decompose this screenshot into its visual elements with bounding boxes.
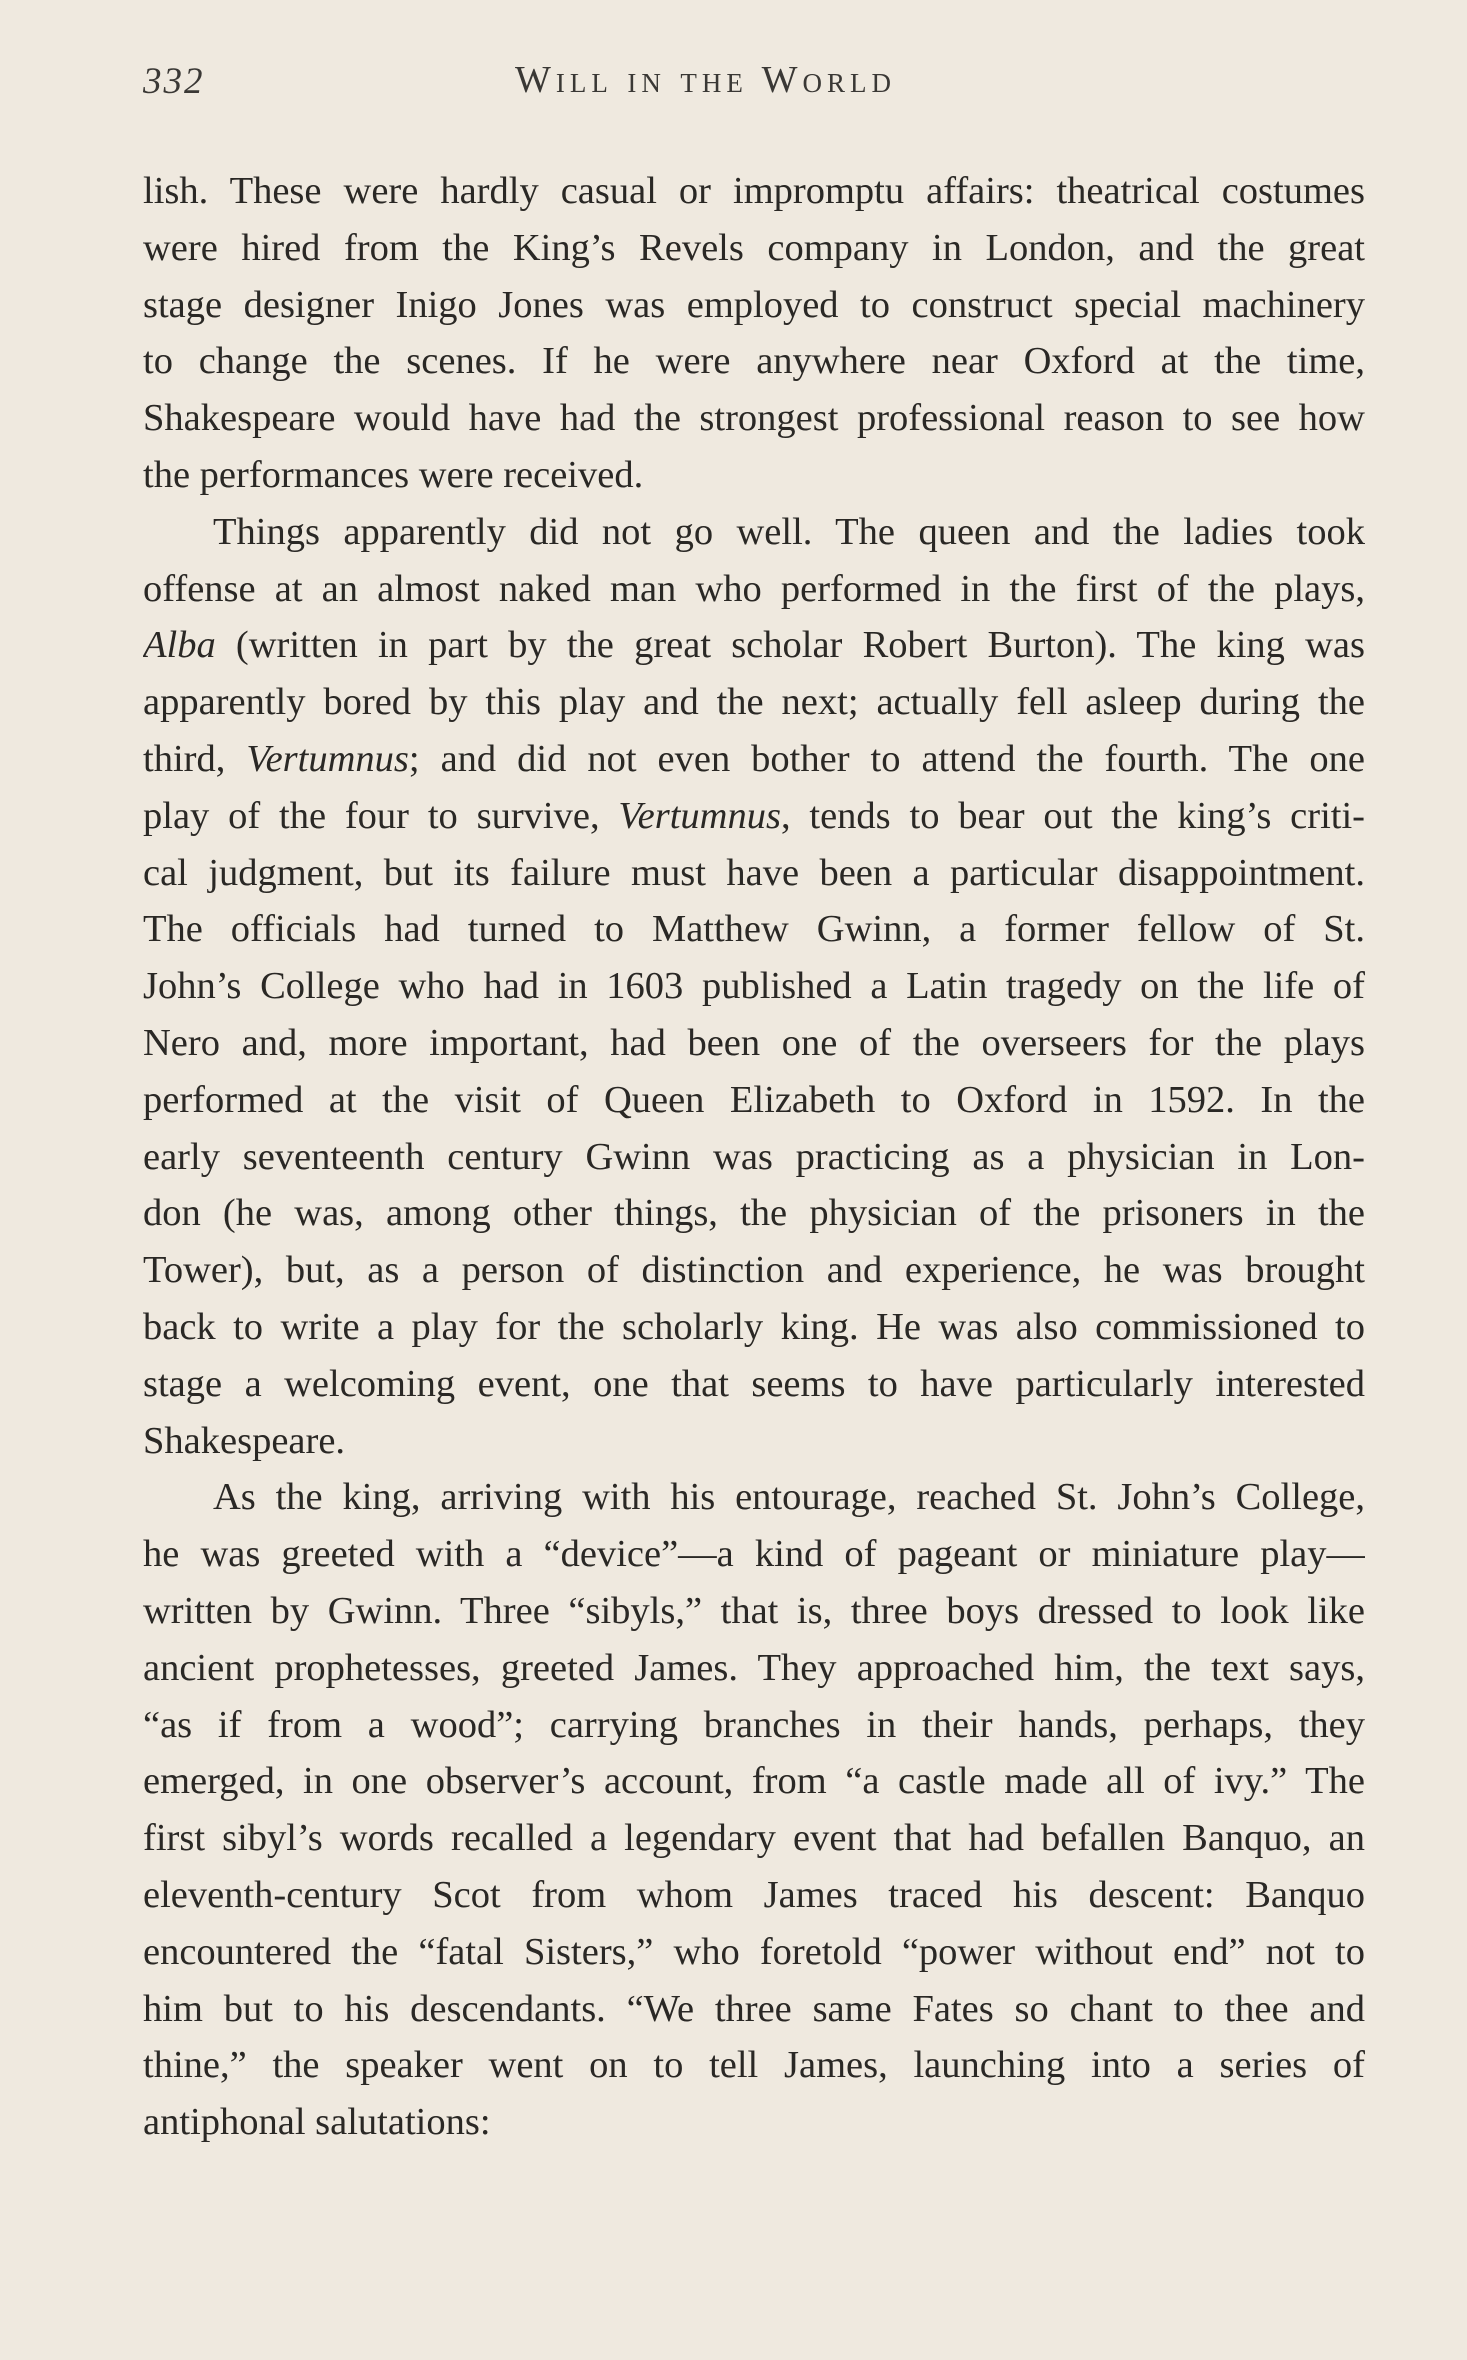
text-line: play of the four to survive, Vertumnus, tends to bear out the king’s criti- xyxy=(143,794,1365,837)
paragraph xyxy=(143,504,1365,1470)
italic-title: Vertumnus xyxy=(246,737,409,780)
text-line: Nero and, more important, had been one of the overseers for the plays xyxy=(143,1021,1365,1064)
text-line: back to write a play for the scholarly king. He was also commissioned to xyxy=(143,1305,1365,1348)
text-line: third, Vertumnus; and did not even bother to attend the fourth. The one xyxy=(143,737,1365,780)
text-line: offense at an almost naked man who performed in the first of the plays, xyxy=(143,567,1365,610)
text-line: Tower), but, as a person of distinction and experience, he was brought xyxy=(143,1249,1365,1292)
text-line: were hired from the King’s Revels company in London, and the great xyxy=(143,226,1365,269)
text-line: stage designer Inigo Jones was employed to construct special machinery xyxy=(143,283,1365,326)
book-title: Will in the World xyxy=(515,59,896,101)
text-line: As the king, arriving with his entourage, reached St. John’s College, xyxy=(213,1476,1365,1519)
text-line: eleventh-century Scot from whom James traced his descent: Banquo xyxy=(143,1873,1365,1916)
text-line: early seventeenth century Gwinn was practicing as a physician in Lon- xyxy=(143,1135,1365,1178)
running-head xyxy=(143,56,1365,106)
paragraph xyxy=(143,163,1365,504)
text-line: Shakespeare would have had the strongest professional reason to see how xyxy=(143,397,1365,440)
text-line: stage a welcoming event, one that seems to have particularly interested xyxy=(143,1362,1365,1405)
text-line: thine,” the speaker went on to tell James, launching into a series of xyxy=(143,2044,1365,2087)
italic-title: Alba xyxy=(143,624,216,667)
text-line: emerged, in one observer’s account, from “a castle made all of ivy.” The xyxy=(143,1760,1365,1803)
text-line: apparently bored by this play and the next; actually fell asleep during the xyxy=(143,681,1365,724)
text-line: Things apparently did not go well. The queen and the ladies took xyxy=(213,510,1365,553)
text-line: written by Gwinn. Three “sibyls,” that is, three boys dressed to look like xyxy=(143,1589,1365,1632)
text-line: cal judgment, but its failure must have been a particular disappointment. xyxy=(143,851,1365,894)
text-line: encountered the “fatal Sisters,” who foretold “power without end” not to xyxy=(143,1930,1365,1973)
text-line: lish. These were hardly casual or impromptu affairs: theatrical costumes xyxy=(143,170,1365,212)
text-line: first sibyl’s words recalled a legendary event that had befallen Banquo, an xyxy=(143,1817,1365,1860)
italic-title: Vertumnus xyxy=(618,794,781,837)
text-line: “as if from a wood”; carrying branches in their hands, perhaps, they xyxy=(143,1703,1365,1746)
text-line: Shakespeare. xyxy=(143,1419,346,1462)
text-line: performed at the visit of Queen Elizabeth to Oxford in 1592. In the xyxy=(143,1078,1365,1121)
text-line: The officials had turned to Matthew Gwinn, a former fellow of St. xyxy=(143,908,1365,951)
text-line: him but to his descendants. “We three same Fates so chant to thee and xyxy=(143,1987,1365,2030)
text-line: to change the scenes. If he were anywhere near Oxford at the time, xyxy=(143,340,1365,383)
text-line: ancient prophetesses, greeted James. They approached him, the text says, xyxy=(143,1646,1365,1689)
text-line: he was greeted with a “device”—a kind of pageant or miniature play— xyxy=(143,1533,1365,1576)
text-line: John’s College who had in 1603 published a Latin tragedy on the life of xyxy=(143,965,1365,1008)
text-line: antiphonal salutations: xyxy=(143,2101,491,2144)
text-line: don (he was, among other things, the physician of the prisoners in the xyxy=(143,1192,1365,1235)
text-line: the performances were received. xyxy=(143,453,644,496)
page-number: 332 xyxy=(143,61,205,102)
body-text xyxy=(143,163,1365,2151)
text-line: Alba (written in part by the great scholar Robert Burton). The king was xyxy=(143,624,1365,667)
paragraph xyxy=(143,1469,1365,2151)
